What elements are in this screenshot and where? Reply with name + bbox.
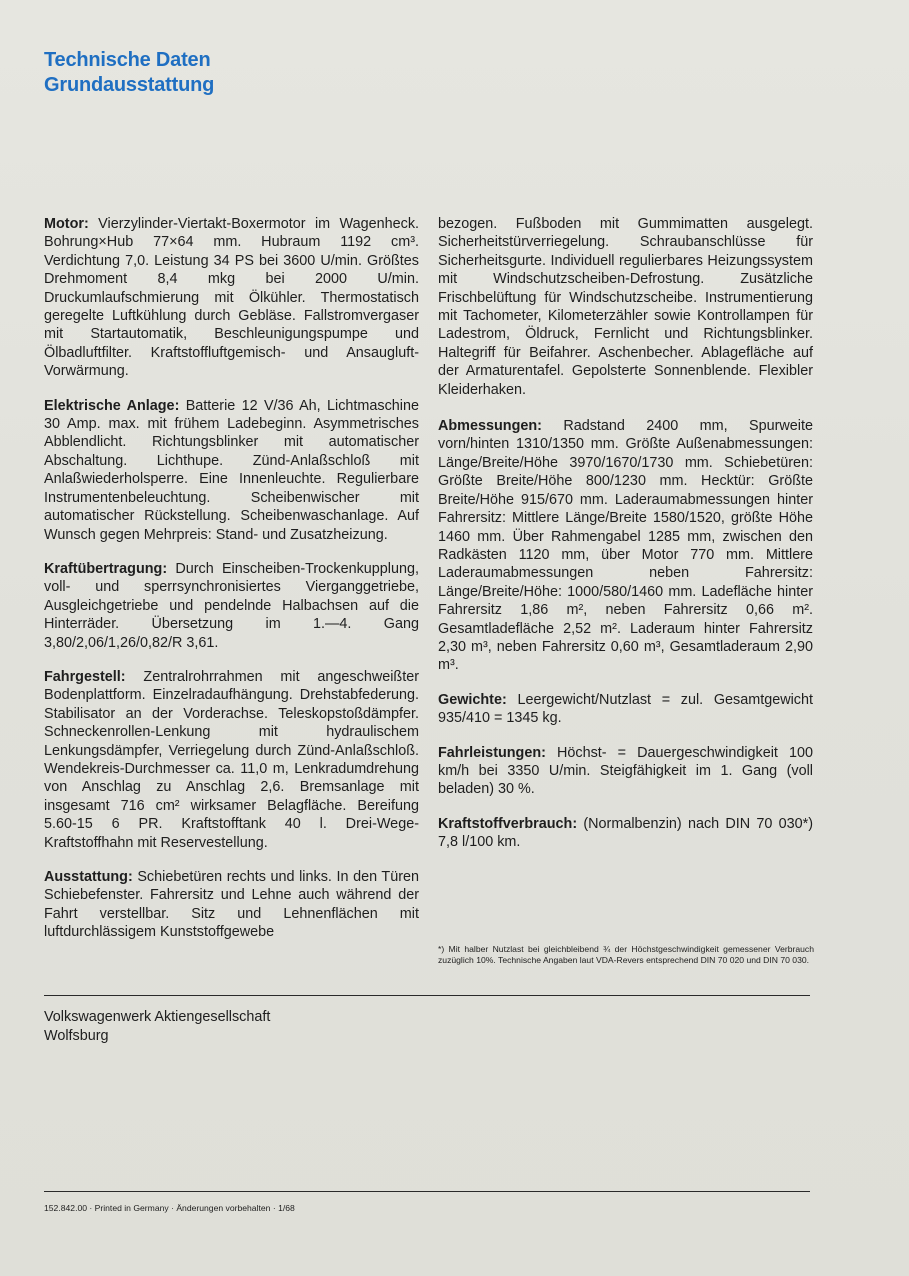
section-text: bezogen. Fußboden mit Gummimatten ausgelegt. Sicherheitstürverriegelung. Schraubanschlüsse für Sicherheitsgurte. Individuell regulierbares Heizungssystem mit Windschutzscheiben-Defrostung. Zusätzliche Frischbelüftung für Windschutzscheibe. Instrumentierung mit Tachometer, Kilometerzähler sowie Kontrollampen für Ladestrom, Öldruck, Fernlicht und Richtungsblinker. Haltegriff für Beifahrer. Aschenbecher. Ablagefläche auf der Armaturentafel. Gepolsterte Sonnenblende. Flexibler Kleiderhaken. — [438, 216, 813, 398]
section-heading: Ausstattung: — [44, 869, 133, 885]
section-abmessungen — [438, 417, 813, 675]
right-column — [438, 215, 813, 868]
title-line-2: Grundausstattung — [44, 74, 215, 96]
section-text: (Normalbenzin) nach DIN 70 030*) 7,8 l/100 km. — [438, 815, 813, 851]
section-text: Höchst- = Dauergeschwindigkeit 100 km/h bei 3350 U/min. Steigfähigkeit im 1. Gang (voll beladen) 30 %. — [438, 744, 814, 798]
section-fahrgestell — [44, 668, 419, 852]
company-name: Volkswagenwerk Aktiengesellschaft — [44, 1009, 271, 1025]
section-text: Zentralrohrrahmen mit angeschweißter Bodenplattform. Einzelradaufhängung. Drehstabfederung. Stabilisator an der Vorderachse. Teleskopstoßdämpfer. Schneckenrollen-Lenkung mit hydraulischem Lenkungsdämpfer, Verriegelung durch Zünd-Anlaßschloß. Wendekreis-Durchmesser ca. 11,0 m, Lenkradumdrehung von Anschlag zu Anschlag 2,6. Bremsanlage mit insgesamt 716 cm² wirksamer Belagfläche. Bereifung 5.60-15 6 PR. Kraftstofftank 40 l. Drei-Wege-Kraftstoffhahn mit Reservestellung. — [44, 668, 419, 851]
section-kraftuebertragung — [44, 560, 419, 652]
section-motor — [44, 215, 419, 381]
footnote: *) Mit halber Nutzlast bei gleichbleibend ¾ der Höchstgeschwindigkeit gemessener Verbrauch zuzüglich 10%. Technische Angaben laut VDA-Revers entsprechend DIN 70 020 und DIN 70 030. — [438, 944, 814, 965]
section-kraftstoffverbrauch — [438, 815, 813, 852]
section-heading: Gewichte: — [438, 691, 507, 708]
section-gewichte — [438, 691, 813, 728]
section-elektrische-anlage — [44, 397, 419, 544]
section-heading: Elektrische Anlage: — [44, 397, 180, 414]
page-title — [44, 48, 214, 98]
divider-rule — [44, 995, 810, 996]
section-ausstattung-continued — [438, 215, 813, 399]
section-text: Radstand 2400 mm, Spurweite vorn/hinten 1310/1350 mm. Größte Außenabmessungen: Länge/Breite/Höhe 3970/1670/1730 mm. Schiebetüren: Größte Breite/Höhe 800/1230 mm. Hecktür: Größte Breite/Höhe 915/670 mm. Laderaumabmessungen hinter Fahrersitz: Mittlere Länge/Breite 1580/1520, größte Höhe 1460 mm. Über Rahmengabel 1285 mm, zwischen den Radkästen 1120 mm, über Motor 770 mm. Mittlere Laderaumabmessungen neben Fahrersitz: Länge/Breite/Höhe: 1000/580/1460 mm. Ladefläche hinter Fahrersitz 1,86 m², neben Fahrersitz 0,66 m². Gesamtladefläche 2,52 m². Laderaum hinter Fahrersitz 2,30 m³, neben Fahrersitz 0,60 m³, Gesamtladeraum 2,90 m³. — [438, 418, 814, 674]
section-fahrleistungen — [438, 744, 813, 799]
section-text: Durch Einscheiben-Trockenkupplung, voll- und sperrsynchronisiertes Vierganggetriebe, Ausgleichgetriebe und pendelnde Halbachsen auf die Hinterräder. Übersetzung im 1.—4. Gang 3,80/2,06/1,26/0,82/R 3,61. — [44, 560, 419, 651]
section-text: Vierzylinder-Viertakt-Boxermotor im Wagenheck. Bohrung×Hub 77×64 mm. Hubraum 1192 cm³. Verdichtung 7,0. Leistung 34 PS bei 3600 U/min. Größtes Drehmoment 8,4 mkg bei 2000 U/min. Druckumlaufschmierung mit Ölkühler. Thermostatisch geregelte Luftkühlung durch Gebläse. Fallstromvergaser mit Startautomatik, Beschleunigungspumpe und Ölbadluftfilter. Kraftstoffluftgemisch- und Ansaugluft-Vorwärmung. — [44, 216, 420, 380]
section-text: Batterie 12 V/36 Ah, Lichtmaschine 30 Amp. max. mit frühem Ladebeginn. Asymmetrisches Abblendlicht. Richtungsblinker mit automatischer Abschaltung. Lichthupe. Zünd-Anlaßschloß mit Anlaßwiederholsperre. Eine Innenleuchte. Regulierbare Instrumentenbeleuchtung. Scheibenwischer mit automatischer Rückstellung. Scheibenwaschanlage. Auf Wunsch gegen Mehrpreis: Stand- und Zusatzheizung. — [44, 397, 419, 543]
section-text: Leergewicht/Nutzlast = zul. Gesamtgewicht 935/410 = 1345 kg. — [438, 691, 814, 727]
left-column — [44, 215, 419, 958]
section-heading: Motor: — [44, 216, 89, 232]
section-ausstattung — [44, 868, 419, 942]
company-city: Wolfsburg — [44, 1028, 109, 1044]
section-heading: Fahrleistungen: — [438, 744, 546, 761]
section-heading: Abmessungen: — [438, 418, 542, 435]
title-line-1: Technische Daten — [44, 49, 211, 71]
section-heading: Fahrgestell: — [44, 668, 126, 685]
company-address — [44, 1008, 270, 1046]
section-text: Schiebetüren rechts und links. In den Türen Schiebefenster. Fahrersitz und Lehne auch während der Fahrt verstellbar. Sitz und Lehnenflächen mit luftdurchlässigem Kunststoffgewebe — [44, 869, 420, 941]
footer-rule — [44, 1191, 810, 1192]
section-heading: Kraftstoffverbrauch: — [438, 815, 578, 832]
section-heading: Kraftübertragung: — [44, 560, 168, 577]
imprint-line: 152.842.00 · Printed in Germany · Änderungen vorbehalten · 1/68 — [44, 1203, 295, 1213]
